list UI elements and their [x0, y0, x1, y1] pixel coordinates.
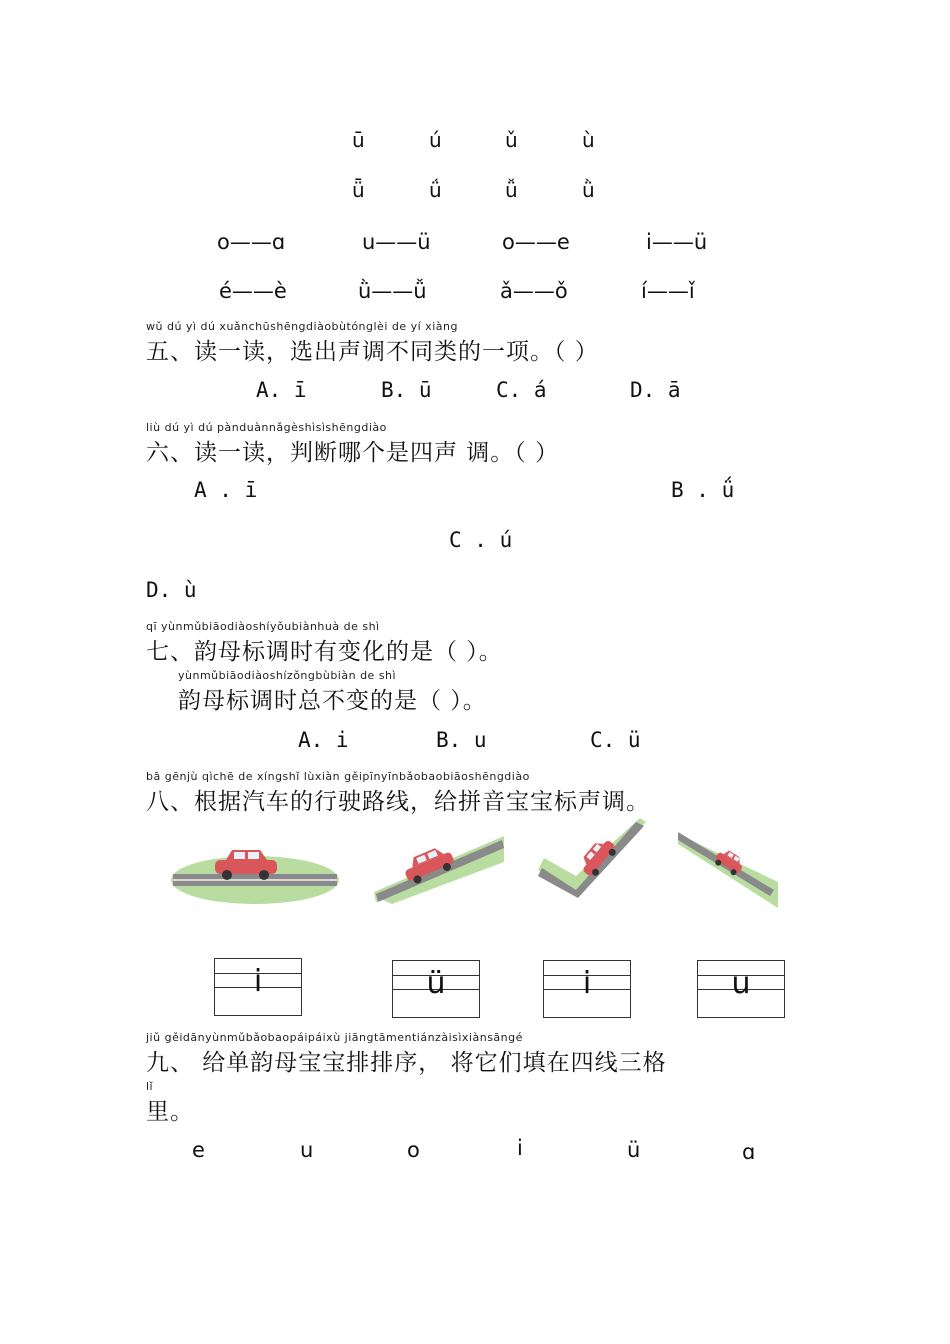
q5-option-a: A. ī [256, 378, 307, 402]
q7-text-1: 七、韵母标调时有变化的是（ ）。 [146, 639, 503, 665]
pair-8: í——ǐ [641, 279, 695, 303]
road-falling-illustration [674, 826, 782, 910]
q5-option-c: C. á [496, 378, 547, 402]
q6-text: 六、读一读，判断哪个是四声 调。（ ） [146, 440, 560, 466]
four-line-grid-2[interactable] [392, 960, 480, 1018]
pair-6: ǜ——ǚ [358, 279, 427, 303]
tone-v2: ǘ [429, 178, 442, 202]
q9-letter-u: u [300, 1138, 314, 1162]
q6-option-b: B . ǘ [671, 478, 735, 502]
q6-pinyin: liù dú yì dú pànduànnǎgèshìsìshēngdiào [146, 421, 387, 434]
q7-option-b: B. u [436, 728, 487, 752]
four-line-grid-4[interactable] [697, 960, 785, 1018]
q9-letter-o: o [407, 1138, 420, 1162]
q9-text-1: 九、 给单韵母宝宝排排序， 将它们填在四线三格 [146, 1050, 667, 1076]
q6-option-c: C . ú [449, 528, 513, 552]
q9-letter-a: ɑ [742, 1140, 756, 1164]
road-rising-illustration [372, 826, 506, 906]
q5-option-b: B. ū [381, 378, 432, 402]
pair-5: é——è [219, 279, 287, 303]
q6-option-d: D. ù [146, 578, 197, 602]
q7-option-c: C. ü [590, 728, 641, 752]
tone-u2: ú [429, 128, 442, 152]
grid-letter-3: i [582, 966, 592, 1001]
pair-7: ǎ——ǒ [500, 279, 568, 303]
tone-u4: ù [582, 128, 595, 152]
q6-option-a: A . ī [194, 478, 258, 502]
q9-pinyin-2: lǐ [146, 1080, 154, 1093]
q9-letter-i: i [517, 1136, 523, 1160]
tone-u3: ǔ [505, 128, 518, 152]
four-line-grid-3[interactable] [543, 960, 631, 1018]
q5-text: 五、读一读，选出声调不同类的一项。（ ） [146, 339, 599, 365]
four-line-grid-1[interactable] [214, 958, 302, 1016]
q9-letter-v: ü [627, 1138, 641, 1162]
grid-letter-1: i [253, 964, 263, 999]
tone-u1: ū [352, 128, 365, 152]
pair-1: o——ɑ [217, 230, 286, 254]
q7-option-a: A. i [298, 728, 349, 752]
q5-option-d: D. ā [630, 378, 681, 402]
q7-pinyin-2: yùnmǔbiāodiàoshízǒngbùbiàn de shì [178, 669, 397, 682]
grid-letter-2: ü [426, 966, 446, 1001]
q5-pinyin: wǔ dú yì dú xuǎnchūshēngdiàobùtónglèi de yí xiàng [146, 320, 458, 333]
q9-pinyin-1: jiǔ gěidānyùnmǔbǎobaopáipáixù jiāngtāmentiánzàisìxiànsāngé [146, 1031, 523, 1044]
q7-pinyin-1: qī yùnmǔbiāodiàoshíyǒubiànhuà de shì [146, 620, 380, 633]
q9-letter-e: e [192, 1138, 205, 1162]
pair-3: o——e [502, 230, 570, 254]
q7-text-2: 韵母标调时总不变的是（ ）。 [178, 688, 487, 714]
road-v-turn-illustration [536, 818, 648, 900]
q9-text-2: 里。 [146, 1099, 194, 1125]
road-flat-illustration [170, 838, 340, 908]
q8-pinyin: bā gēnjù qìchē de xíngshǐ lùxiàn gěipīnyīnbǎobaobiāoshēngdiào [146, 770, 530, 783]
tone-v4: ǜ [582, 178, 595, 202]
pair-4: i——ü [646, 230, 708, 254]
q8-text: 八、根据汽车的行驶路线，给拼音宝宝标声调。 [146, 789, 650, 815]
pair-2: u——ü [362, 230, 431, 254]
tone-v3: ǚ [505, 178, 518, 202]
grid-letter-4: u [731, 966, 751, 1001]
tone-v1: ǖ [352, 178, 365, 202]
